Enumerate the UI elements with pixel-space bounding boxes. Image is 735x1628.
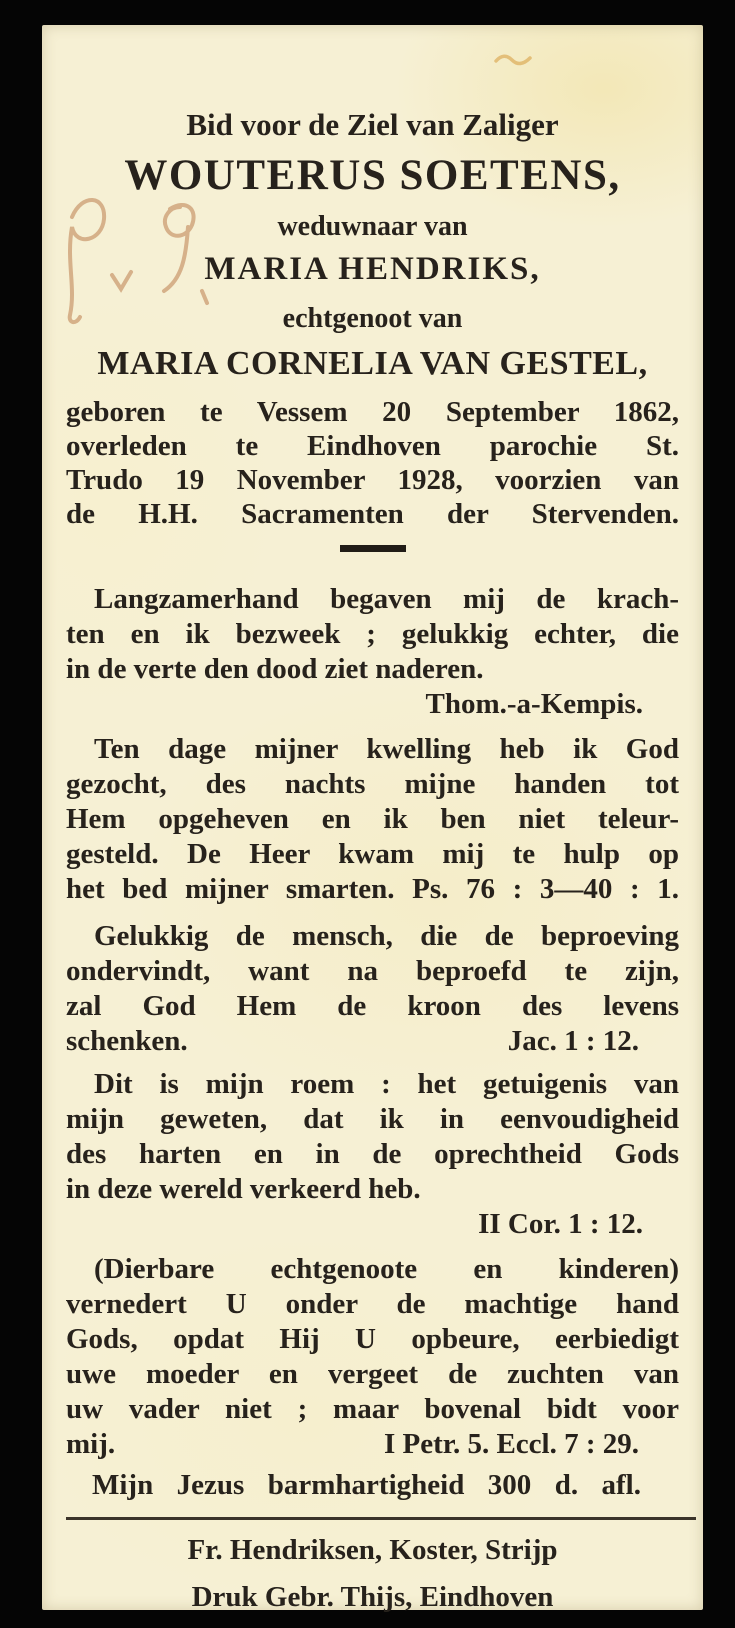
quote-line: ten en ik bezweek ; gelukkig echter, die — [66, 618, 679, 650]
quote-attribution: Jac. 1 : 12. — [507, 1025, 639, 1057]
quote-line: Gelukkig de mensch, die de beproeving — [94, 920, 679, 952]
vitals-line: overleden te Eindhoven parochie St. — [66, 430, 679, 462]
deceased-name: WOUTERUS SOETENS, — [124, 152, 621, 199]
quote-line: (Dierbare echtgenoote en kinderen) — [94, 1253, 679, 1285]
quote-line: Ten dage mijner kwelling heb ik God — [94, 733, 679, 765]
quote-line: des harten en in de oprechtheid Gods — [66, 1138, 679, 1170]
memorial-card — [42, 25, 703, 1613]
quote-line: Dit is mijn roem : het getuigenis van — [94, 1068, 679, 1100]
quote-kempis — [66, 582, 679, 722]
section-divider-rule — [340, 545, 406, 552]
vitals-line: geboren te Vessem 20 September 1862, — [66, 396, 679, 428]
quote-line: zal God Hem de kroon des levens — [66, 990, 679, 1022]
quote-last-line-with-attribution — [66, 1024, 679, 1059]
vitals-line: Trudo 19 November 1928, voorzien van — [66, 464, 679, 496]
quote-line: Hem opgeheven en ik ben niet teleur- — [66, 803, 679, 835]
relation-widower-label: weduwnaar van — [277, 211, 468, 242]
second-wife-name: MARIA CORNELIA VAN GESTEL, — [97, 345, 648, 382]
vitals-line: de H.H. Sacramenten der Stervenden. — [66, 498, 679, 530]
quote-line: gesteld. De Heer kwam mij te hulp op — [66, 838, 679, 870]
quote-james — [66, 919, 679, 1059]
publisher-line: Fr. Hendriksen, Koster, Strijp — [187, 1534, 558, 1566]
quote-line: uw vader niet ; maar bovenal bidt voor — [66, 1393, 679, 1425]
quote-family-exhortation — [66, 1252, 679, 1462]
intro-line: Bid voor de Ziel van Zaliger — [186, 107, 559, 142]
orange-squiggle-mark — [492, 49, 538, 71]
quote-line: vernedert U onder de machtige hand — [66, 1288, 679, 1320]
quote-attribution: I Petr. 5. Eccl. 7 : 29. — [383, 1428, 639, 1460]
quote-line: Gods, opdat Hij U opbeure, eerbiedigt — [66, 1323, 679, 1355]
quote-line: uwe moeder en vergeet de zuchten van — [66, 1358, 679, 1390]
birth-death-record — [66, 395, 679, 531]
quote-line-end: mij. — [66, 1428, 116, 1460]
quote-line: mijn geweten, dat ik in eenvoudigheid — [66, 1103, 679, 1135]
quote-line: in de verte den dood ziet naderen. — [66, 653, 484, 685]
quote-attribution: Thom.-a-Kempis. — [425, 688, 643, 720]
quote-corinthians — [66, 1067, 679, 1242]
quote-psalm — [66, 732, 679, 907]
quote-line: het bed mijner smarten. Ps. 76 : 3—40 : 1. — [66, 873, 679, 905]
quote-line: in deze wereld verkeerd heb. — [66, 1173, 421, 1205]
quote-line-end: schenken. — [66, 1025, 188, 1057]
footer-rule — [66, 1517, 696, 1520]
quote-attribution: II Cor. 1 : 12. — [478, 1208, 643, 1240]
indulgence-line: Mijn Jezus barmhartigheid 300 d. afl. — [92, 1469, 641, 1501]
quote-line: Langzamerhand begaven mij de krach- — [94, 583, 679, 615]
quote-line: gezocht, des nachts mijne handen tot — [66, 768, 679, 800]
printer-line: Druk Gebr. Thijs, Eindhoven — [191, 1581, 554, 1613]
relation-spouse-label: echtgenoot van — [282, 303, 463, 334]
quote-last-line-with-attribution — [66, 1427, 679, 1462]
quote-line: ondervindt, want na beproefd te zijn, — [66, 955, 679, 987]
first-wife-name: MARIA HENDRIKS, — [204, 251, 541, 287]
